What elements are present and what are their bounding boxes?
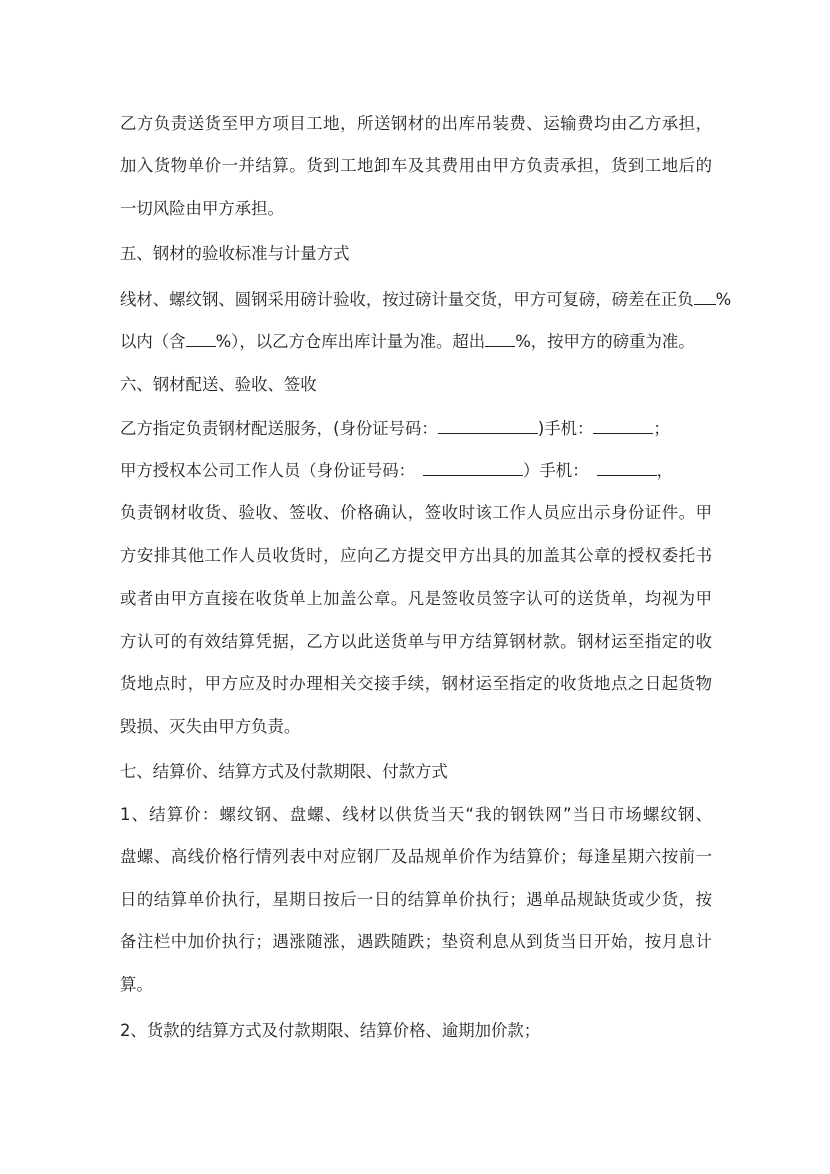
text: %，按甲方的磅重为准。	[515, 332, 695, 351]
paragraph-line: 算。	[120, 975, 153, 994]
text: )手机：	[537, 419, 594, 438]
text: ，	[656, 461, 673, 480]
paragraph-line: 2、货款的结算方式及付款期限、结算价格、逾期加价款；	[120, 1021, 541, 1040]
text: %	[715, 290, 732, 309]
paragraph-line: 毁损、灭失由甲方负责。	[120, 717, 301, 736]
paragraph-line: 备注栏中加价执行；遇涨随涨，遇跌随跌；垫资利息从到货当日开始，按月息计	[120, 932, 712, 951]
section-heading-5: 五、钢材的验收标准与计量方式	[120, 244, 350, 263]
id-number-blank	[438, 417, 538, 434]
blank-field	[485, 330, 515, 347]
paragraph-line: 方认可的有效结算凭据，乙方以此送货单与甲方结算钢材款。钢材运至指定的收	[120, 632, 712, 651]
paragraph-line	[120, 459, 673, 482]
paragraph-line: 负责钢材收货、验收、签收、价格确认，签收时该工作人员应出示身份证件。甲	[120, 503, 712, 522]
text: 甲方授权本公司工作人员（身份证号码：	[120, 461, 416, 480]
paragraph-line: 方安排其他工作人员收货时，应向乙方提交甲方出具的加盖其公章的授权委托书	[120, 546, 712, 565]
paragraph-line: 加入货物单价一并结算。货到工地卸车及其费用由甲方负责承担，货到工地后的	[120, 156, 712, 175]
text: ；	[653, 419, 670, 438]
blank-field	[694, 288, 716, 305]
id-number-blank	[423, 459, 523, 476]
paragraph-line: 1、结算价：螺纹钢、盘螺、线材以供货当天“我的钢铁网”当日市场螺纹钢、	[120, 805, 712, 824]
paragraph-line: 乙方负责送货至甲方项目工地，所送钢材的出库吊装费、运输费均由乙方承担，	[120, 114, 712, 133]
text: 线材、螺纹钢、圆钢采用磅计验收，按过磅计量交货，甲方可复磅，磅差在正负	[120, 290, 694, 309]
section-heading-6: 六、钢材配送、验收、签收	[120, 375, 317, 394]
paragraph-line	[120, 288, 731, 311]
text: 乙方指定负责钢材配送服务，(身份证号码：	[120, 419, 438, 438]
text: ）手机：	[523, 461, 589, 480]
text: %），以乙方仓库出库计量为准。超出	[215, 332, 486, 351]
paragraph-line: 盘螺、高线价格行情列表中对应钢厂及品规单价作为结算价；每逢星期六按前一	[120, 847, 712, 866]
paragraph-line	[120, 417, 670, 440]
section-heading-7: 七、结算价、结算方式及付款期限、付款方式	[120, 762, 448, 781]
paragraph-line: 一切风险由甲方承担。	[120, 199, 284, 218]
paragraph-line: 日的结算单价执行，星期日按后一日的结算单价执行；遇单品规缺货或少货，按	[120, 890, 712, 909]
paragraph-line	[120, 330, 695, 353]
blank-field	[186, 330, 216, 347]
paragraph-line: 或者由甲方直接在收货单上加盖公章。凡是签收员签字认可的送货单，均视为甲	[120, 589, 712, 608]
text: 以内（含	[120, 332, 186, 351]
phone-blank	[593, 417, 653, 434]
paragraph-line: 货地点时，甲方应及时办理相关交接手续，钢材运至指定的收货地点之日起货物	[120, 674, 712, 693]
phone-blank	[597, 459, 657, 476]
